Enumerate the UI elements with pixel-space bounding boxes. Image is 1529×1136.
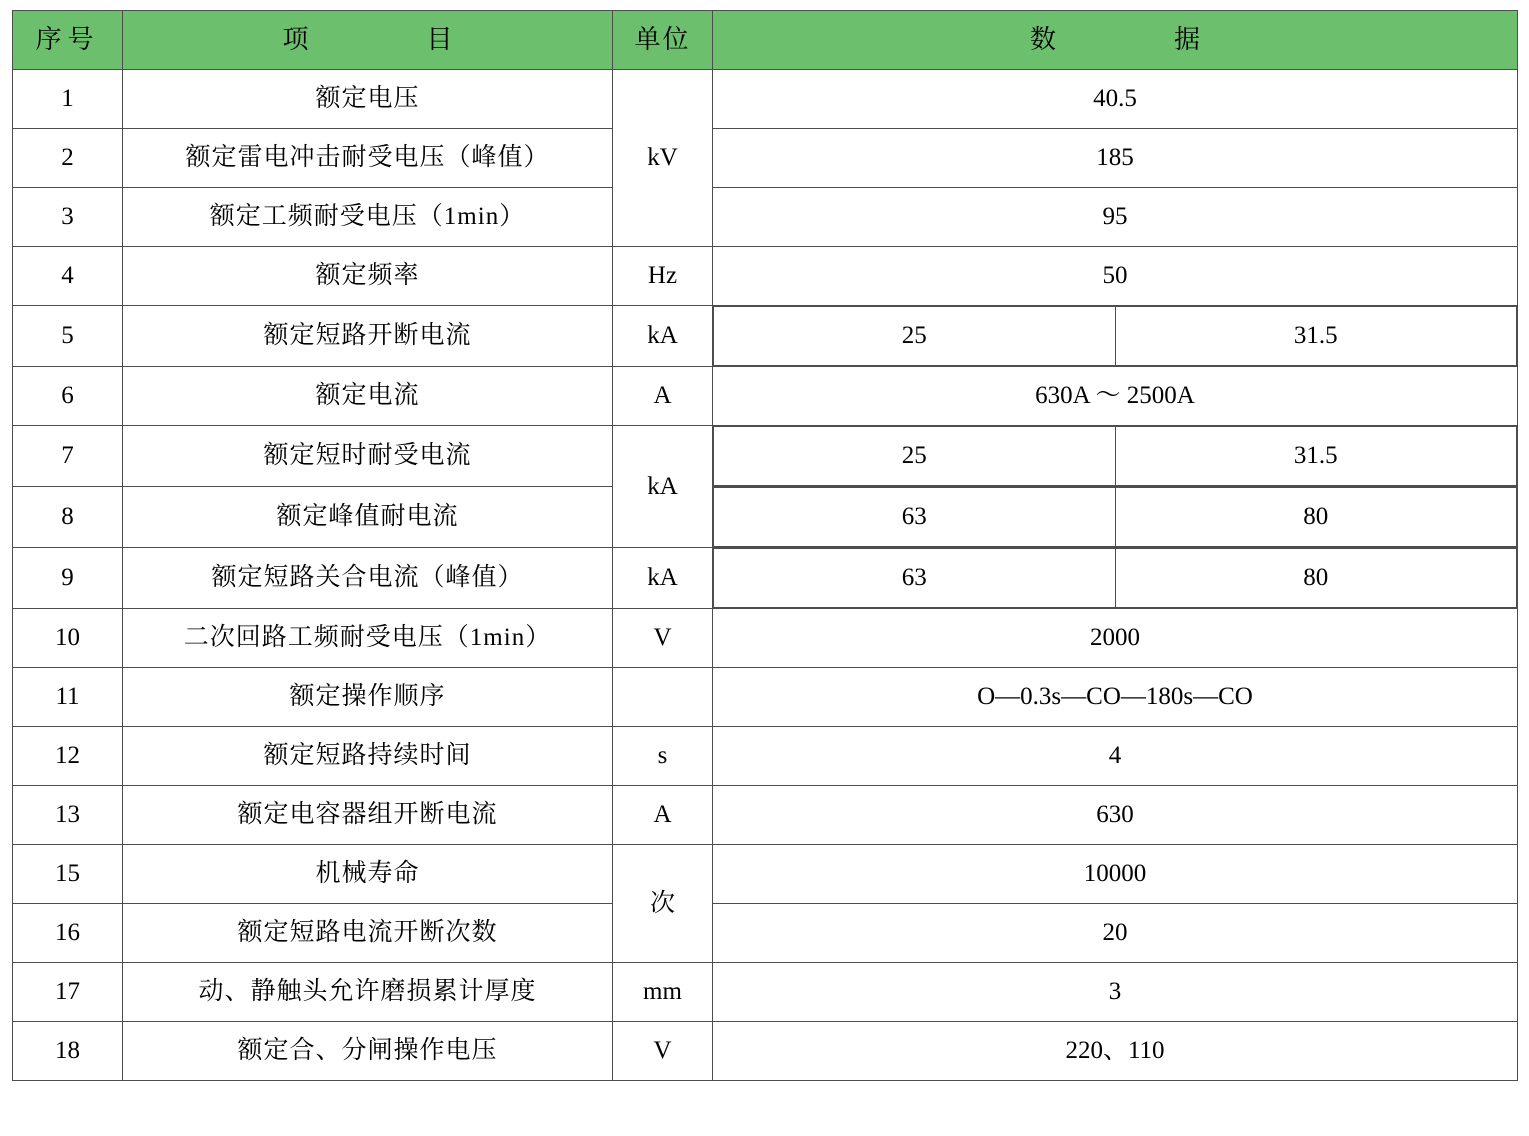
table-row [13, 367, 1518, 426]
table-row [13, 306, 1518, 367]
table-header-row [13, 11, 1518, 70]
cell-item: 额定雷电冲击耐受电压（峰值） [123, 129, 613, 188]
table-row [13, 786, 1518, 845]
table-row [13, 963, 1518, 1022]
cell-no: 17 [13, 963, 123, 1022]
cell-no: 10 [13, 609, 123, 668]
cell-data [713, 426, 1518, 487]
cell-unit: kA [613, 306, 713, 367]
cell-unit: kV [613, 70, 713, 247]
table-row [13, 487, 1518, 548]
cell-no: 18 [13, 1022, 123, 1081]
cell-data: 630 [713, 786, 1518, 845]
specifications-table [12, 10, 1518, 1081]
table-row [13, 129, 1518, 188]
cell-item: 额定峰值耐电流 [123, 487, 613, 548]
cell-unit [613, 668, 713, 727]
table-row [13, 904, 1518, 963]
cell-no: 16 [13, 904, 123, 963]
cell-unit: V [613, 1022, 713, 1081]
cell-no: 2 [13, 129, 123, 188]
column-header-unit: 单位 [613, 11, 713, 70]
cell-data-right: 31.5 [1115, 307, 1517, 366]
cell-data: 4 [713, 727, 1518, 786]
table-row [13, 727, 1518, 786]
cell-data [713, 487, 1518, 548]
cell-no: 7 [13, 426, 123, 487]
cell-item: 额定合、分闸操作电压 [123, 1022, 613, 1081]
cell-no: 6 [13, 367, 123, 426]
cell-unit: mm [613, 963, 713, 1022]
cell-unit: 次 [613, 845, 713, 963]
cell-no: 15 [13, 845, 123, 904]
cell-data: 50 [713, 247, 1518, 306]
cell-item: 额定短路关合电流（峰值） [123, 548, 613, 609]
cell-unit: Hz [613, 247, 713, 306]
cell-data: 185 [713, 129, 1518, 188]
cell-data-right: 80 [1115, 549, 1517, 608]
table-row [13, 70, 1518, 129]
cell-no: 5 [13, 306, 123, 367]
cell-data: 2000 [713, 609, 1518, 668]
cell-data: 220、110 [713, 1022, 1518, 1081]
column-header-no: 序号 [13, 11, 123, 70]
cell-unit: A [613, 367, 713, 426]
cell-no: 12 [13, 727, 123, 786]
cell-unit: s [613, 727, 713, 786]
cell-no: 3 [13, 188, 123, 247]
cell-item: 额定工频耐受电压（1min） [123, 188, 613, 247]
cell-data-right: 80 [1115, 488, 1517, 547]
cell-item: 机械寿命 [123, 845, 613, 904]
cell-data [713, 306, 1518, 367]
cell-no: 13 [13, 786, 123, 845]
cell-data: 95 [713, 188, 1518, 247]
cell-unit: A [613, 786, 713, 845]
table-row [13, 548, 1518, 609]
cell-item: 额定电压 [123, 70, 613, 129]
table-header [13, 11, 1518, 70]
cell-item: 额定电容器组开断电流 [123, 786, 613, 845]
table-row [13, 426, 1518, 487]
cell-no: 4 [13, 247, 123, 306]
cell-unit: V [613, 609, 713, 668]
cell-item: 额定短路电流开断次数 [123, 904, 613, 963]
cell-data-left: 63 [714, 549, 1116, 608]
cell-data: 3 [713, 963, 1518, 1022]
cell-data-left: 25 [714, 307, 1116, 366]
table-row [13, 668, 1518, 727]
cell-data-left: 25 [714, 427, 1116, 486]
table-row [13, 609, 1518, 668]
table-body [13, 70, 1518, 1081]
cell-data [713, 548, 1518, 609]
cell-no: 9 [13, 548, 123, 609]
cell-data: 630A ～ 2500A [713, 367, 1518, 426]
cell-item: 动、静触头允许磨损累计厚度 [123, 963, 613, 1022]
cell-data: 10000 [713, 845, 1518, 904]
cell-data: 20 [713, 904, 1518, 963]
cell-item: 额定短时耐受电流 [123, 426, 613, 487]
cell-item: 额定频率 [123, 247, 613, 306]
cell-data-left: 63 [714, 488, 1116, 547]
cell-data: 40.5 [713, 70, 1518, 129]
cell-item: 额定短路开断电流 [123, 306, 613, 367]
table-row [13, 845, 1518, 904]
cell-item: 二次回路工频耐受电压（1min） [123, 609, 613, 668]
cell-data-right: 31.5 [1115, 427, 1517, 486]
cell-data: O—0.3s—CO—180s—CO [713, 668, 1518, 727]
cell-item: 额定电流 [123, 367, 613, 426]
column-header-item: 项 目 [123, 11, 613, 70]
cell-no: 8 [13, 487, 123, 548]
cell-no: 11 [13, 668, 123, 727]
cell-item: 额定操作顺序 [123, 668, 613, 727]
table-row [13, 1022, 1518, 1081]
cell-no: 1 [13, 70, 123, 129]
cell-unit: kA [613, 548, 713, 609]
cell-unit: kA [613, 426, 713, 548]
cell-item: 额定短路持续时间 [123, 727, 613, 786]
column-header-data: 数 据 [713, 11, 1518, 70]
table-row [13, 247, 1518, 306]
table-row [13, 188, 1518, 247]
